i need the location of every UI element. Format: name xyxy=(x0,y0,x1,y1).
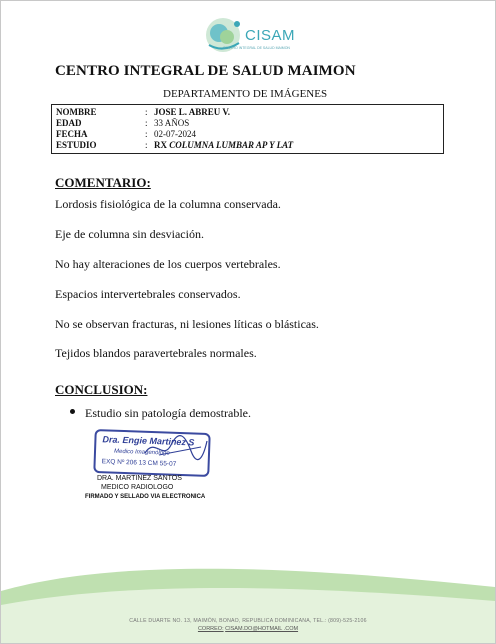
edad-label: EDAD xyxy=(56,118,82,128)
doctor-name: DRA. MARTINEZ SANTOS xyxy=(97,475,182,482)
info-row-fecha xyxy=(56,129,436,140)
comentario-heading: COMENTARIO: xyxy=(55,175,151,190)
bullet-icon xyxy=(70,409,75,414)
conclusion-item: Estudio sin patología demostrable. xyxy=(85,406,251,420)
stamp-name: Dra. Engie Martinez S xyxy=(102,434,195,448)
colon: : xyxy=(145,107,148,117)
footer-address: CALLE DUARTE NO. 13, MAIMÓN, BONAO, REPUBLICA DOMINICANA, TEL.: (809)-525-2106 xyxy=(129,618,367,624)
logo-subtitle: CENTRO INTEGRAL DE SALUD MAIMON xyxy=(223,46,290,50)
patient-info-box xyxy=(51,104,444,154)
comentario-line: No hay alteraciones de los cuerpos vertebrales. xyxy=(55,257,281,271)
fecha-label: FECHA xyxy=(56,129,88,139)
info-row-nombre xyxy=(56,107,436,118)
comentario-line: Eje de columna sin desviación. xyxy=(55,227,204,241)
comentario-line: Lordosis fisiológica de la columna conservada. xyxy=(55,197,281,211)
colon: : xyxy=(145,140,148,150)
estudio-value xyxy=(154,140,293,151)
logo-wordmark: CISAM xyxy=(245,27,296,44)
comentario-line: Espacios intervertebrales conservados. xyxy=(55,287,241,301)
colon: : xyxy=(145,118,148,128)
footer-email-label: CORREO: xyxy=(197,626,224,632)
stamp-specialty: Medico Imagenólogo xyxy=(113,448,170,457)
edad-value: 33 AÑOS xyxy=(154,118,190,128)
estudio-label: ESTUDIO xyxy=(56,140,97,150)
comentario-line: Tejidos blandos paravertebrales normales. xyxy=(55,346,257,360)
nombre-value: JOSE L. ABREU V. xyxy=(154,107,230,117)
doctor-title: MEDICO RADIOLOGO xyxy=(101,484,174,491)
nombre-label: NOMBRE xyxy=(56,107,97,117)
info-row-estudio xyxy=(56,140,436,151)
signature-note: FIRMADO Y SELLADO VIA ELECTRONICA xyxy=(85,494,206,500)
colon: : xyxy=(145,129,148,139)
fecha-value: 02-07-2024 xyxy=(154,129,196,139)
center-title: CENTRO INTEGRAL DE SALUD MAIMON xyxy=(55,63,356,79)
signature-scribble-icon xyxy=(141,433,211,463)
comentario-line: No se observan fracturas, ni lesiones líticas o blásticas. xyxy=(55,317,319,331)
estudio-name: COLUMNA LUMBAR AP Y LAT xyxy=(169,140,294,150)
estudio-prefix: RX xyxy=(154,140,167,150)
info-row-edad xyxy=(56,118,436,129)
stamp-exequatur: EXQ Nº 206 13 CM 55-07 xyxy=(101,458,177,468)
department-title: DEPARTAMENTO DE IMÁGENES xyxy=(163,88,328,100)
footer-email[interactable]: CISAM.DO@HOTMAIL .COM xyxy=(225,626,299,632)
cisam-logo xyxy=(199,15,307,55)
conclusion-heading: CONCLUSION: xyxy=(55,382,148,397)
footer-contact xyxy=(1,626,495,632)
